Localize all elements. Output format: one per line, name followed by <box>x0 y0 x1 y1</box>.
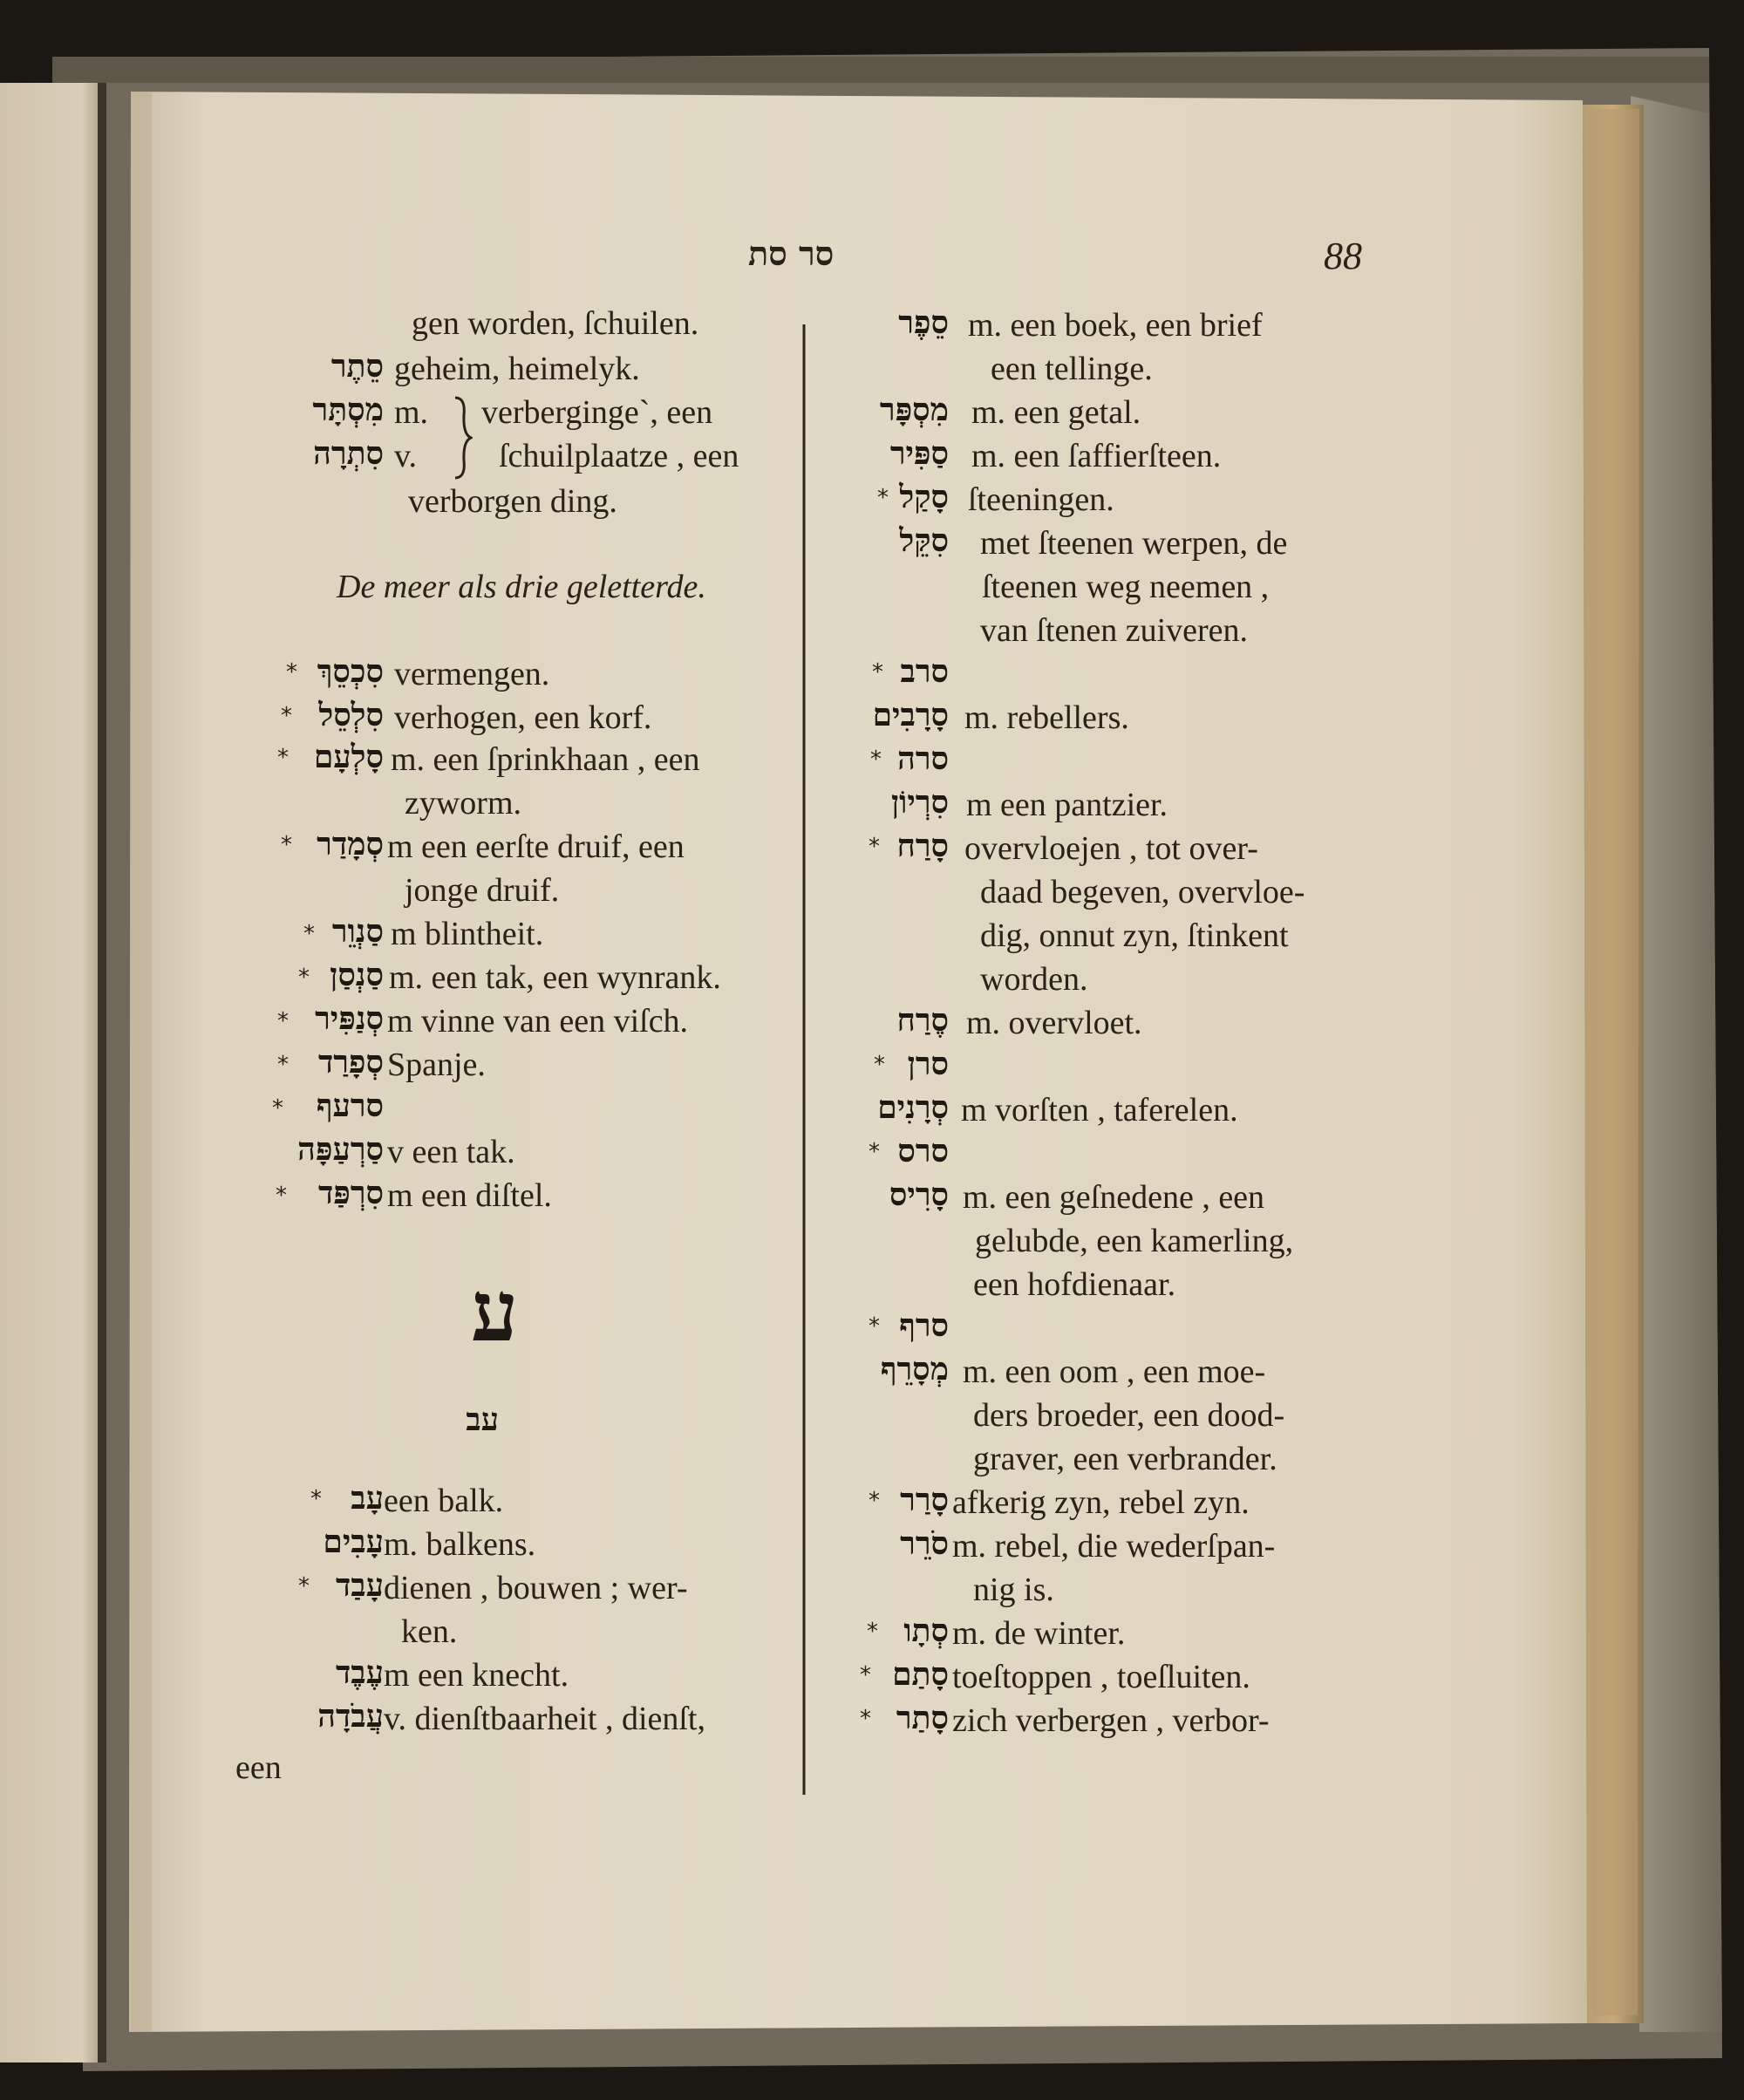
left-headword: סַרְעַפָּה <box>297 1131 384 1168</box>
asterisk: * <box>872 659 883 685</box>
asterisk: * <box>277 745 289 771</box>
right-headword: סָתַם <box>892 1656 949 1693</box>
right-headword: סִקֵּל <box>899 522 949 559</box>
left-line: ken. <box>401 1613 458 1650</box>
left-definition: m een knecht. <box>384 1657 569 1694</box>
asterisk: * <box>277 1052 289 1078</box>
asterisk: * <box>860 1706 871 1732</box>
left-headword: עָבִים <box>323 1524 384 1560</box>
right-headword: סָרִיס <box>889 1176 949 1213</box>
right-definition: m. een ſaffierſteen. <box>971 438 1222 474</box>
left-line: ſchuilplaatze , een <box>499 438 739 474</box>
left-definition: geheim, heimelyk. <box>394 351 640 387</box>
right-line: worden. <box>980 961 1088 998</box>
right-line: ſteenen weg neemen , <box>982 569 1270 605</box>
right-line: gelubde, een kamerling, <box>975 1223 1294 1259</box>
left-line: zyworm. <box>405 785 522 822</box>
brace-symbol <box>452 394 473 481</box>
right-definition: met ſteenen werpen, de <box>980 525 1288 562</box>
left-definition: Spanje. <box>387 1047 486 1083</box>
left-definition: vermengen. <box>394 656 550 692</box>
running-head: סר סת <box>748 234 835 273</box>
left-headword: סִכְסֵךְ <box>317 653 384 690</box>
right-definition: toeſtoppen , toeſluiten. <box>952 1659 1250 1695</box>
right-headword: סְתָו <box>903 1612 949 1649</box>
asterisk: * <box>874 1052 885 1078</box>
left-headword: מִסְתָּר <box>312 392 384 428</box>
right-definition: m. een oom , een moe- <box>963 1353 1266 1390</box>
left-headword: סִתְרָה <box>313 435 384 472</box>
left-definition: v. <box>394 438 418 474</box>
right-line: ders broeder, een dood- <box>973 1397 1285 1434</box>
left-definition: dienen , bouwen ; wer- <box>384 1570 688 1606</box>
right-headword: סֹרֵר <box>900 1525 949 1562</box>
left-headword: עָבַד <box>335 1567 384 1604</box>
left-definition: verhogen, een korf. <box>394 699 652 736</box>
section-heading: De meer als drie geletterde. <box>337 569 706 605</box>
right-headword: סרס <box>897 1133 949 1169</box>
asterisk: * <box>281 703 292 729</box>
right-headword: סְרָנִים <box>877 1089 949 1126</box>
right-line: een tellinge. <box>991 351 1153 387</box>
right-headword: מִסְפָּר <box>879 392 949 428</box>
right-definition: afkerig zyn, rebel zyn. <box>952 1484 1250 1521</box>
right-headword: מְסָרֵף <box>880 1351 949 1388</box>
left-headword: סַנְוֵר <box>331 913 384 950</box>
left-definition: m een diſtel. <box>387 1177 552 1214</box>
right-line: van ſtenen zuiveren. <box>980 612 1249 649</box>
asterisk: * <box>860 1662 871 1688</box>
left-line: jonge druif. <box>405 872 560 909</box>
left-line: gen worden, ſchuilen. <box>412 305 699 342</box>
right-definition: ſteeningen. <box>968 481 1114 518</box>
left-headword: עָב <box>351 1480 384 1517</box>
right-headword: סַפִּיר <box>889 435 949 472</box>
left-definition: v een tak. <box>387 1134 515 1170</box>
asterisk: * <box>281 832 292 858</box>
asterisk: * <box>277 1008 289 1034</box>
asterisk: * <box>303 921 315 947</box>
left-headword: סִלְסֵל <box>318 697 384 733</box>
left-definition: m een eerſte druif, een <box>387 828 685 865</box>
asterisk: * <box>869 1139 880 1165</box>
left-headword: עֲבֹדָה <box>317 1698 384 1735</box>
left-definition: m. <box>394 394 429 431</box>
left-headword: סָלְעָם <box>313 739 384 775</box>
left-definition: m. een tak, een wynrank. <box>389 959 721 996</box>
left-headword: סרעף <box>316 1088 384 1124</box>
left-headword: סֵתֶר <box>330 348 384 385</box>
right-headword: סָקַל <box>899 479 949 515</box>
left-definition: m. een ſprinkhaan , een <box>391 741 700 778</box>
asterisk: * <box>870 747 882 773</box>
right-headword: סֶרַח <box>896 1002 949 1039</box>
catchword: een <box>235 1749 282 1786</box>
subsection-heading: עב <box>466 1401 499 1438</box>
right-definition: m. de winter. <box>952 1615 1126 1652</box>
right-definition: m. rebellers. <box>964 699 1129 736</box>
right-headword: סִרְיוֹן <box>891 784 949 821</box>
left-headword: סַנְסַן <box>330 957 384 993</box>
asterisk: * <box>276 1183 287 1209</box>
right-headword: סָתַר <box>896 1700 949 1736</box>
asterisk: * <box>272 1095 283 1122</box>
left-line: verbergingeˋ, een <box>481 394 713 431</box>
asterisk: * <box>310 1486 322 1512</box>
right-definition: zich verbergen , verbor- <box>952 1702 1270 1739</box>
right-definition: m. een geſnedene , een <box>963 1179 1265 1216</box>
right-line: een hofdienaar. <box>973 1266 1176 1303</box>
asterisk: * <box>867 1619 878 1645</box>
right-definition: m. een boek, een brief <box>968 307 1263 344</box>
asterisk: * <box>869 834 880 860</box>
left-line: verborgen ding. <box>408 483 617 520</box>
right-line: daad begeven, overvloe- <box>980 874 1305 910</box>
asterisk: * <box>869 1488 880 1514</box>
left-headword: סְנַפִּיר <box>315 1000 384 1037</box>
left-definition: een balk. <box>384 1483 504 1519</box>
right-line: dig, onnut zyn, ſtinkent <box>980 917 1289 954</box>
right-headword: סֵפֶר <box>898 304 949 341</box>
right-line: graver, een verbrander. <box>973 1441 1277 1477</box>
asterisk: * <box>286 659 297 685</box>
left-headword: סִרְפַּד <box>317 1175 384 1211</box>
asterisk: * <box>877 485 889 511</box>
right-definition: overvloejen , tot over- <box>964 830 1258 867</box>
right-headword: סָרָבִים <box>872 697 949 733</box>
left-definition: v. dienſtbaarheit , dienſt, <box>384 1701 705 1737</box>
right-headword: סרב <box>900 653 949 690</box>
left-definition: m blintheit. <box>391 916 544 952</box>
right-headword: סרף <box>899 1307 949 1344</box>
right-definition: m. rebel, die wederſpan- <box>952 1528 1276 1565</box>
asterisk: * <box>298 965 310 991</box>
left-definition: m vinne van een viſch. <box>387 1003 689 1040</box>
left-headword: סְפָרַד <box>317 1044 384 1081</box>
page-number: 88 <box>1324 235 1362 277</box>
right-headword: סרן <box>907 1046 949 1082</box>
right-line: nig is. <box>973 1572 1054 1608</box>
right-definition: m. een getal. <box>971 394 1141 431</box>
left-headword: עֶבֶד <box>335 1654 384 1691</box>
section-letter-ayin: ע <box>471 1262 519 1360</box>
left-definition: m. balkens. <box>384 1526 536 1563</box>
left-headword: סְמָדַר <box>317 826 384 862</box>
right-definition: m een pantzier. <box>966 787 1168 823</box>
right-headword: סָרַר <box>900 1482 949 1518</box>
right-headword: סרה <box>897 740 949 777</box>
right-definition: m. overvloet. <box>966 1005 1142 1041</box>
right-headword: סָרַח <box>896 828 949 864</box>
asterisk: * <box>869 1313 880 1340</box>
asterisk: * <box>298 1573 310 1599</box>
right-definition: m vorſten , taferelen. <box>961 1092 1238 1128</box>
